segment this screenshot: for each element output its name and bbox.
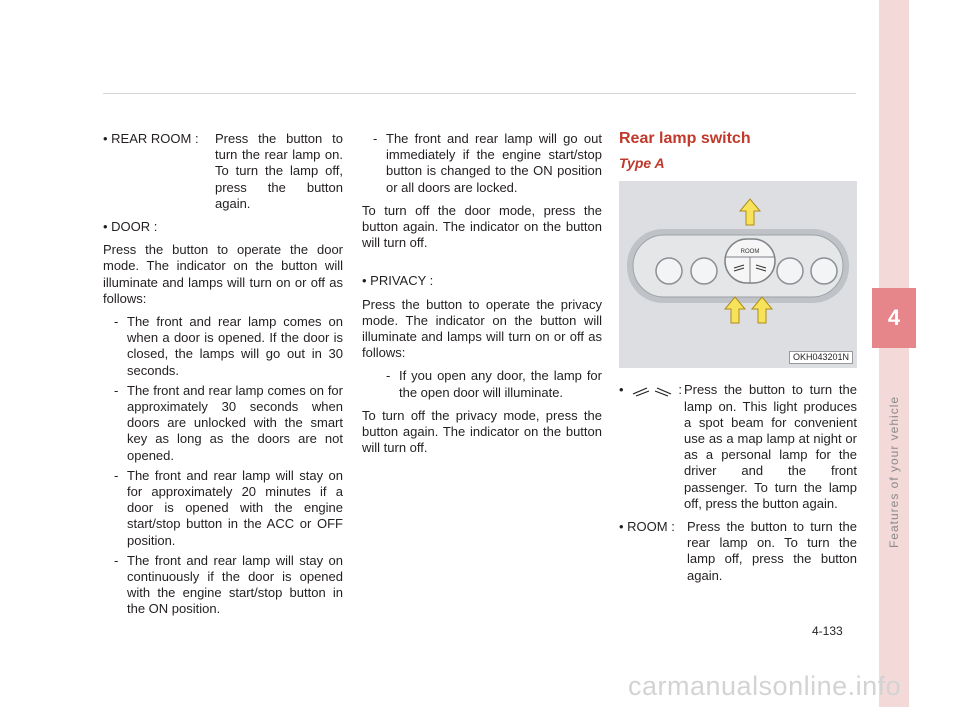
- room-entry: [619, 519, 857, 584]
- privacy-label: • PRIVACY :: [362, 273, 434, 289]
- room-label: • ROOM :: [619, 519, 675, 535]
- door-off-text: To turn off the door mode, press the button again. The indicator on the button will turn off.: [362, 202, 602, 251]
- chapter-sidebar: [879, 0, 909, 707]
- lamp-switch-figure: [619, 181, 857, 368]
- door-item: - The front and rear lamp will stay on for approximately 20 minutes if a door is opened with the engine start/stop button in the ACC or OFF position.: [114, 467, 343, 548]
- rear-room-label: • REAR ROOM :: [103, 131, 199, 146]
- rear-room-desc: Press the button to turn the rear lamp on. To turn the lamp off, press the button again.: [215, 131, 343, 211]
- privacy-item: - If you open any door, the lamp for the open door will illuminate.: [386, 368, 602, 400]
- spot-lamp-desc: Press the button to turn the lamp on. This light produces a spot beam for convenient use as a map lamp at night or as a personal lamp for the driver and the front passenger. To turn the lamp off, press the button again.: [684, 382, 857, 511]
- subtitle: Type A: [619, 155, 665, 172]
- room-desc: Press the button to turn the rear lamp on. To turn the lamp off, press the button again.: [687, 519, 857, 583]
- page-number: 4-133: [812, 624, 843, 638]
- privacy-off-text: To turn off the privacy mode, press the button again. The indicator on the button will turn off.: [362, 407, 602, 456]
- figure-room-label: ROOM: [740, 249, 760, 256]
- top-divider: [103, 93, 856, 94]
- spot-lamp-icon: [631, 385, 675, 397]
- column-1: [103, 131, 343, 622]
- door-item: - The front and rear lamp will stay on continuously if the door is opened with the engine start/stop button in the ON position.: [114, 552, 343, 617]
- watermark: carmanualsonline.info: [628, 671, 902, 701]
- door-item: - The front and rear lamp comes on when a door is opened. If the door is closed, the lamps will go out in 30 seconds.: [114, 314, 343, 378]
- spot-lamp-entry: • : Press the button to turn the lamp on. This light produces a spot beam for convenient use as a map lamp at night or as a personal lamp for the driver and the front passenger. To turn the lamp off, press the button again.: [619, 382, 857, 511]
- privacy-intro: Press the button to operate the privacy mode. The indicator on the button will illuminate and lamps will turn on or off as follows:: [362, 296, 602, 361]
- column-2: [362, 131, 602, 463]
- chapter-title: Features of your vehicle: [887, 395, 901, 549]
- door-item: - The front and rear lamp comes on for approximately 30 seconds when doors are unlocked with the smart key as long as the doors are not opened.: [114, 382, 343, 463]
- door-item: - The front and rear lamp will go out immediately if the engine start/stop button is changed to the ON position or all doors are locked.: [373, 131, 602, 195]
- column-3: [619, 131, 857, 584]
- figure-caption: OKH043201N: [789, 351, 853, 364]
- section-title: Rear lamp switch: [619, 130, 751, 147]
- door-label: • DOOR :: [103, 219, 158, 235]
- lamp-switch-illustration: [619, 181, 857, 368]
- rear-room-entry: [103, 131, 343, 212]
- door-intro: Press the button to operate the door mode. The indicator on the button will illuminate and lamps will turn on or off as follows:: [103, 242, 343, 306]
- chapter-number: 4: [872, 288, 916, 348]
